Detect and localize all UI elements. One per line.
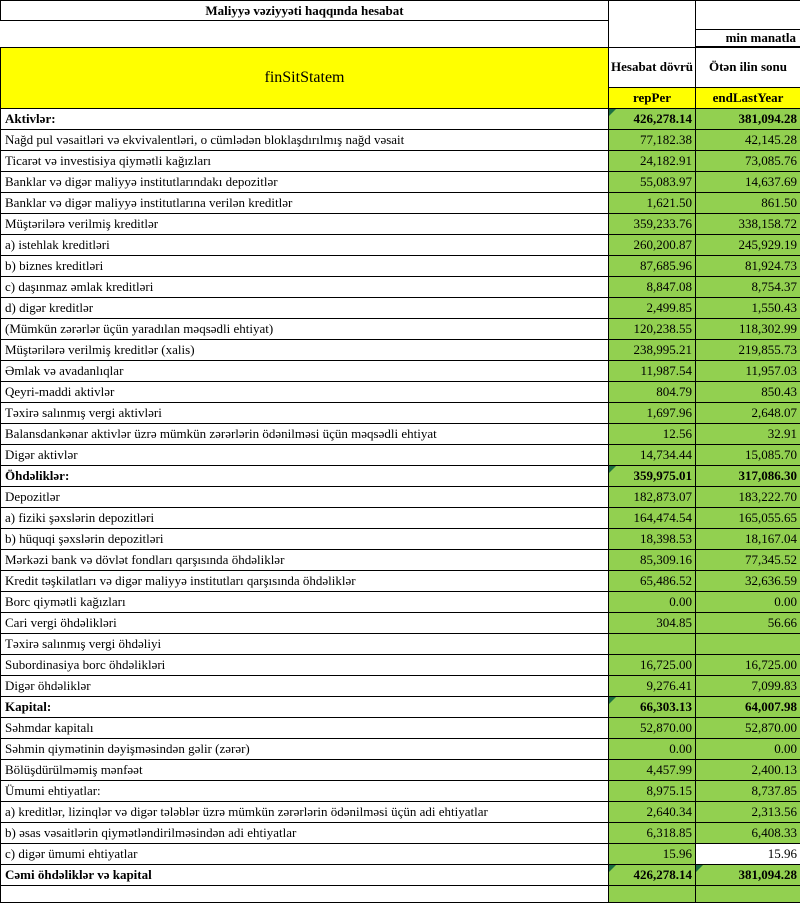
- row-label-cell[interactable]: b) əsas vəsaitlərin qiymətləndirilməsindən adi ehtiyatlar: [1, 823, 609, 844]
- row-value-endlastyear-cell[interactable]: 183,222.70: [696, 487, 800, 508]
- row-value-endlastyear-cell[interactable]: 2,648.07: [696, 403, 800, 424]
- table-row: [1, 655, 800, 676]
- empty-cell[interactable]: [1, 30, 609, 47]
- row-value-endlastyear-cell[interactable]: 56.66: [696, 613, 800, 634]
- row-value-endlastyear-cell[interactable]: 219,855.73: [696, 340, 800, 361]
- col-code-endlastyear[interactable]: endLastYear: [696, 88, 800, 109]
- row-value-repper-cell[interactable]: 238,995.21: [609, 340, 696, 361]
- row-value-repper-cell[interactable]: 65,486.52: [609, 571, 696, 592]
- row-value-endlastyear-cell[interactable]: 52,870.00: [696, 718, 800, 739]
- row-value-repper-cell[interactable]: 77,182.38: [609, 130, 696, 151]
- title-row: [1, 1, 800, 21]
- row-value-repper-cell[interactable]: [609, 634, 696, 655]
- empty-cell[interactable]: [609, 1, 696, 21]
- row-value-endlastyear-cell[interactable]: 861.50: [696, 193, 800, 214]
- row-value-repper-cell[interactable]: 66,303.13: [609, 697, 696, 718]
- empty-cell[interactable]: [609, 21, 696, 30]
- table-row: [1, 739, 800, 760]
- row-label-cell[interactable]: Təxirə salınmış vergi öhdəliyi: [1, 634, 609, 655]
- table-row: [1, 487, 800, 508]
- row-value-endlastyear-cell[interactable]: 64,007.98: [696, 697, 800, 718]
- row-label-cell[interactable]: Cari vergi öhdəlikləri: [1, 613, 609, 634]
- table-row: [1, 571, 800, 592]
- row-value-repper-cell[interactable]: 87,685.96: [609, 256, 696, 277]
- row-value-repper-cell[interactable]: 1,621.50: [609, 193, 696, 214]
- table-row: [1, 214, 800, 235]
- row-value-repper-cell[interactable]: 804.79: [609, 382, 696, 403]
- table-row: [1, 193, 800, 214]
- top-area: [0, 0, 800, 47]
- empty-cell[interactable]: [609, 886, 696, 903]
- row-value-repper-cell[interactable]: 359,975.01: [609, 466, 696, 487]
- row-value-repper-cell[interactable]: 85,309.16: [609, 550, 696, 571]
- row-value-endlastyear-cell[interactable]: 32,636.59: [696, 571, 800, 592]
- rows-body: [1, 109, 800, 886]
- row-value-endlastyear-cell[interactable]: 73,085.76: [696, 151, 800, 172]
- row-value-endlastyear-cell[interactable]: 15.96: [696, 844, 800, 865]
- row-label-cell[interactable]: Digər öhdəliklər: [1, 676, 609, 697]
- row-value-endlastyear-cell[interactable]: 42,145.28: [696, 130, 800, 151]
- report-title[interactable]: Maliyyə vəziyyəti haqqında hesabat: [1, 1, 609, 21]
- table-row: [1, 172, 800, 193]
- row-value-repper-cell[interactable]: 15.96: [609, 844, 696, 865]
- table-row: [1, 256, 800, 277]
- row-value-endlastyear-cell[interactable]: 1,550.43: [696, 298, 800, 319]
- table-row: [1, 718, 800, 739]
- row-label-cell[interactable]: Cəmi öhdəliklər və kapital: [1, 865, 609, 886]
- cell-error-indicator-icon: [696, 865, 703, 872]
- row-label-cell[interactable]: Depozitlər: [1, 487, 609, 508]
- table-row: [1, 277, 800, 298]
- table-row: [1, 676, 800, 697]
- row-value-endlastyear-cell[interactable]: 2,313.56: [696, 802, 800, 823]
- row-value-endlastyear-cell[interactable]: 381,094.28: [696, 865, 800, 886]
- table-row: [1, 550, 800, 571]
- row-label-cell[interactable]: Borc qiymətli kağızları: [1, 592, 609, 613]
- row-value-endlastyear-cell[interactable]: 2,400.13: [696, 760, 800, 781]
- empty-cell[interactable]: [696, 1, 800, 21]
- row-value-repper-cell[interactable]: 0.00: [609, 592, 696, 613]
- table-row: [1, 634, 800, 655]
- row-label-cell[interactable]: a) kreditlər, lizinqlər və digər tələblər üzrə mümkün zərərlərin ödənilməsi üçün adi ehtiyatlar: [1, 802, 609, 823]
- row-value-endlastyear-cell[interactable]: 8,754.37: [696, 277, 800, 298]
- row-label-cell[interactable]: Ticarət və investisiya qiymətli kağızları: [1, 151, 609, 172]
- row-value-endlastyear-cell[interactable]: 850.43: [696, 382, 800, 403]
- row-label-cell[interactable]: Qeyri-maddi aktivlər: [1, 382, 609, 403]
- row-label-cell[interactable]: b) hüquqi şəxslərin depozitləri: [1, 529, 609, 550]
- col-header-end-of-last-year[interactable]: Ötən ilin sonu: [696, 48, 800, 88]
- row-label-cell[interactable]: (Mümkün zərərlər üçün yaradılan məqsədli ehtiyat): [1, 319, 609, 340]
- row-label-cell[interactable]: Subordinasiya borc öhdəlikləri: [1, 655, 609, 676]
- row-label-cell[interactable]: a) fiziki şəxslərin depozitləri: [1, 508, 609, 529]
- row-value-endlastyear-cell[interactable]: 0.00: [696, 592, 800, 613]
- row-value-repper-cell[interactable]: 8,847.08: [609, 277, 696, 298]
- row-value-endlastyear-cell[interactable]: 7,099.83: [696, 676, 800, 697]
- table-row: [1, 424, 800, 445]
- table-row: [1, 151, 800, 172]
- row-value-endlastyear-cell[interactable]: 32.91: [696, 424, 800, 445]
- table-row: [1, 403, 800, 424]
- empty-cell[interactable]: [696, 886, 800, 903]
- row-value-endlastyear-cell[interactable]: [696, 634, 800, 655]
- row-value-repper-cell[interactable]: 0.00: [609, 739, 696, 760]
- table-row: [1, 865, 800, 886]
- form-code-cell[interactable]: finSitStatem: [1, 48, 609, 109]
- row-value-repper-cell[interactable]: 304.85: [609, 613, 696, 634]
- row-label-cell[interactable]: c) digər ümumi ehtiyatlar: [1, 844, 609, 865]
- row-value-repper-cell[interactable]: 11,987.54: [609, 361, 696, 382]
- row-label-cell[interactable]: Mərkəzi bank və dövlət fondları qarşısında öhdəliklər: [1, 550, 609, 571]
- table-row: [1, 760, 800, 781]
- row-label-cell[interactable]: b) biznes kreditləri: [1, 256, 609, 277]
- row-value-repper-cell[interactable]: 18,398.53: [609, 529, 696, 550]
- row-label-cell[interactable]: Səhmin qiymətinin dəyişməsindən gəlir (zərər): [1, 739, 609, 760]
- row-label-cell[interactable]: Kredit təşkilatları və digər maliyyə institutları qarşısında öhdəliklər: [1, 571, 609, 592]
- cell-error-indicator-icon: [609, 109, 616, 116]
- row-value-repper-cell[interactable]: 6,318.85: [609, 823, 696, 844]
- row-value-endlastyear-cell[interactable]: 245,929.19: [696, 235, 800, 256]
- row-value-endlastyear-cell[interactable]: 338,158.72: [696, 214, 800, 235]
- row-value-endlastyear-cell[interactable]: 16,725.00: [696, 655, 800, 676]
- row-value-repper-cell[interactable]: 164,474.54: [609, 508, 696, 529]
- row-value-endlastyear-cell[interactable]: 14,637.69: [696, 172, 800, 193]
- financial-statement-table: [0, 47, 800, 903]
- table-row: [1, 529, 800, 550]
- row-label-cell[interactable]: Ümumi ehtiyatlar:: [1, 781, 609, 802]
- row-value-endlastyear-cell[interactable]: 165,055.65: [696, 508, 800, 529]
- table-row: [1, 613, 800, 634]
- row-value-repper-cell[interactable]: 260,200.87: [609, 235, 696, 256]
- row-label-cell[interactable]: a) istehlak kreditləri: [1, 235, 609, 256]
- col-code-repper[interactable]: repPer: [609, 88, 696, 109]
- row-label-cell[interactable]: Səhmdar kapitalı: [1, 718, 609, 739]
- table-row: [1, 781, 800, 802]
- table-row: [1, 802, 800, 823]
- row-value-repper-cell[interactable]: 2,499.85: [609, 298, 696, 319]
- table-row: [1, 319, 800, 340]
- row-label-cell[interactable]: Bölüşdürülməmiş mənfəət: [1, 760, 609, 781]
- row-label-cell[interactable]: c) daşınmaz əmlak kreditləri: [1, 277, 609, 298]
- empty-cell[interactable]: [1, 886, 609, 903]
- bottom-strip-row: [1, 886, 800, 903]
- row-value-repper-cell[interactable]: 12.56: [609, 424, 696, 445]
- table-row: [1, 466, 800, 487]
- row-value-repper-cell[interactable]: 52,870.00: [609, 718, 696, 739]
- row-label-cell[interactable]: Banklar və digər maliyyə institutlarındakı depozitlər: [1, 172, 609, 193]
- row-value-repper-cell[interactable]: 24,182.91: [609, 151, 696, 172]
- row-value-repper-cell[interactable]: 426,278.14: [609, 109, 696, 130]
- empty-cell[interactable]: [609, 30, 696, 47]
- table-row: [1, 361, 800, 382]
- table-row: [1, 340, 800, 361]
- row-value-repper-cell[interactable]: 359,233.76: [609, 214, 696, 235]
- row-label-cell[interactable]: Nağd pul vəsaitləri və ekvivalentləri, o cümlədən bloklaşdırılmış nağd vəsait: [1, 130, 609, 151]
- col-header-reporting-period[interactable]: Hesabat dövrü: [609, 48, 696, 88]
- table-row: [1, 382, 800, 403]
- row-value-endlastyear-cell[interactable]: 0.00: [696, 739, 800, 760]
- row-value-endlastyear-cell[interactable]: 381,094.28: [696, 109, 800, 130]
- row-value-endlastyear-cell[interactable]: 81,924.73: [696, 256, 800, 277]
- unit-note[interactable]: min manatla: [696, 30, 800, 47]
- row-value-repper-cell[interactable]: 426,278.14: [609, 865, 696, 886]
- row-value-endlastyear-cell[interactable]: 11,957.03: [696, 361, 800, 382]
- row-label-cell[interactable]: Banklar və digər maliyyə institutlarına verilən kreditlər: [1, 193, 609, 214]
- row-value-repper-cell[interactable]: 120,238.55: [609, 319, 696, 340]
- table-row: [1, 823, 800, 844]
- row-value-endlastyear-cell[interactable]: 77,345.52: [696, 550, 800, 571]
- row-value-endlastyear-cell[interactable]: 18,167.04: [696, 529, 800, 550]
- spacer-row: [1, 21, 800, 30]
- row-value-repper-cell[interactable]: 1,697.96: [609, 403, 696, 424]
- table-row: [1, 844, 800, 865]
- row-value-endlastyear-cell[interactable]: 317,086.30: [696, 466, 800, 487]
- row-label-cell[interactable]: d) digər kreditlər: [1, 298, 609, 319]
- row-value-endlastyear-cell[interactable]: 15,085.70: [696, 445, 800, 466]
- table-row: [1, 508, 800, 529]
- row-value-repper-cell[interactable]: 182,873.07: [609, 487, 696, 508]
- row-value-repper-cell[interactable]: 55,083.97: [609, 172, 696, 193]
- row-label-cell[interactable]: Balansdankənar aktivlər üzrə mümkün zərərlərin ödənilməsi üçün məqsədli ehtiyat: [1, 424, 609, 445]
- row-label-cell[interactable]: Müştərilərə verilmiş kreditlər: [1, 214, 609, 235]
- row-value-repper-cell[interactable]: 8,975.15: [609, 781, 696, 802]
- row-label-cell[interactable]: Müştərilərə verilmiş kreditlər (xalis): [1, 340, 609, 361]
- row-label-cell[interactable]: Digər aktivlər: [1, 445, 609, 466]
- row-label-cell[interactable]: Aktivlər:: [1, 109, 609, 130]
- row-label-cell[interactable]: Əmlak və avadanlıqlar: [1, 361, 609, 382]
- row-value-repper-cell[interactable]: 14,734.44: [609, 445, 696, 466]
- table-row: [1, 109, 800, 130]
- empty-cell[interactable]: [696, 21, 800, 30]
- row-label-cell[interactable]: Öhdəliklər:: [1, 466, 609, 487]
- row-label-cell[interactable]: Təxirə salınmış vergi aktivləri: [1, 403, 609, 424]
- empty-cell[interactable]: [1, 21, 609, 30]
- table-row: [1, 697, 800, 718]
- table-row: [1, 445, 800, 466]
- row-value-endlastyear-cell[interactable]: 6,408.33: [696, 823, 800, 844]
- row-value-repper-cell[interactable]: 2,640.34: [609, 802, 696, 823]
- cell-error-indicator-icon: [609, 865, 616, 872]
- table-row: [1, 298, 800, 319]
- cell-error-indicator-icon: [609, 697, 616, 704]
- row-value-repper-cell[interactable]: 4,457.99: [609, 760, 696, 781]
- row-value-repper-cell[interactable]: 16,725.00: [609, 655, 696, 676]
- unit-row: [1, 30, 800, 47]
- cell-error-indicator-icon: [609, 466, 616, 473]
- row-value-repper-cell[interactable]: 9,276.41: [609, 676, 696, 697]
- row-label-cell[interactable]: Kapital:: [1, 697, 609, 718]
- table-row: [1, 235, 800, 256]
- table-row: [1, 130, 800, 151]
- table-row: [1, 592, 800, 613]
- row-value-endlastyear-cell[interactable]: 118,302.99: [696, 319, 800, 340]
- column-header-row: [1, 48, 800, 88]
- row-value-endlastyear-cell[interactable]: 8,737.85: [696, 781, 800, 802]
